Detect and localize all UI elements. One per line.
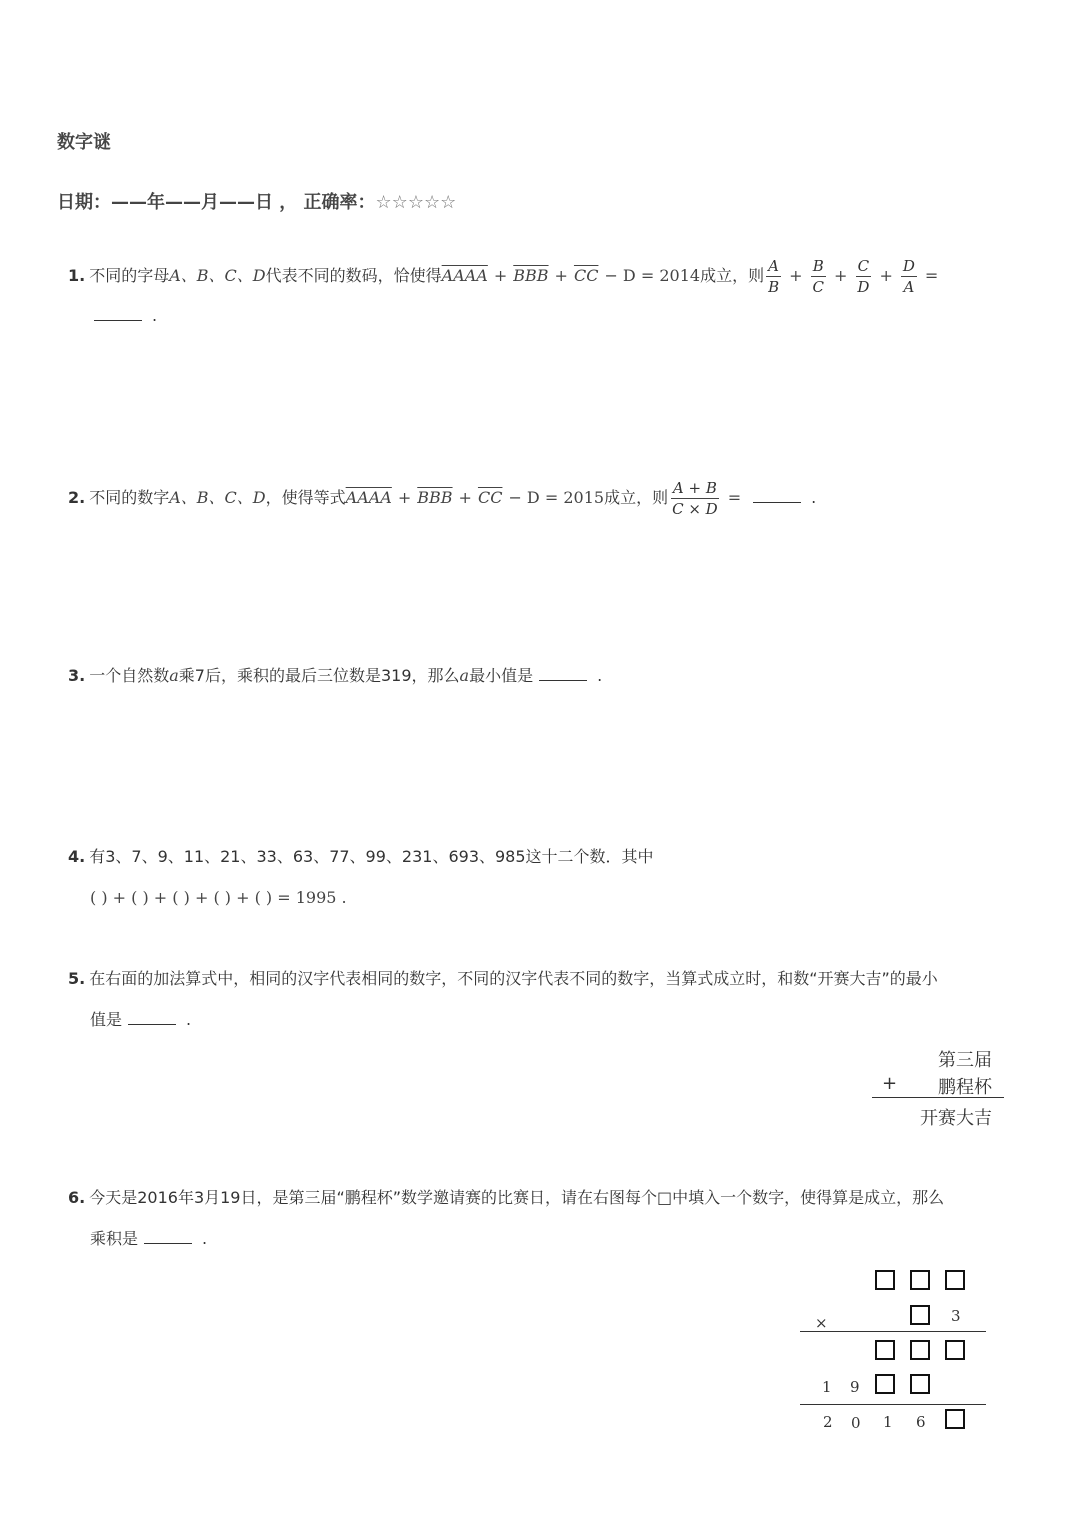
fraction: $\frac{A}{B}$: [768, 257, 780, 296]
result-line: [800, 1404, 986, 1405]
fraction: $\frac{D}{A}$: [902, 257, 915, 296]
q2-aaaa: AAAA: [345, 488, 392, 507]
digit-box[interactable]: [875, 1340, 895, 1360]
digit-box[interactable]: [910, 1305, 930, 1325]
digit-box[interactable]: [875, 1270, 895, 1290]
fig-row-1: 第三届: [938, 1050, 992, 1071]
question-number: 3.: [68, 666, 86, 685]
q2-eq-tail: − D = 2015: [508, 488, 605, 507]
q1-aaaa: AAAA: [441, 266, 488, 285]
q2-text: 成立，则: [604, 488, 669, 507]
question-6: 6. 今天是2016年3月19日，是第三届“鹏程杯”数学邀请赛的比赛日，请在右图每个□中填入一个数字，使得算是成立，那么: [68, 1188, 945, 1207]
question-number: 1.: [68, 266, 86, 285]
answer-blank[interactable]: [94, 304, 142, 321]
fraction: $\frac{C}{D}$: [857, 257, 870, 296]
q1-bbb: $\overline{BBB}$: [513, 266, 549, 285]
q4-equation: ( ) + ( ) + ( ) + ( ) + ( ) = 1995 .: [90, 888, 347, 907]
q6-answer-line: 乘积是 .: [90, 1229, 208, 1248]
accuracy-stars: ☆☆☆☆☆: [375, 192, 457, 213]
question-number: 2.: [68, 488, 86, 507]
partial-digit: 1: [822, 1378, 832, 1396]
date-accuracy-line: [57, 188, 456, 214]
question-number: 5.: [68, 969, 86, 988]
result-digit: 0: [851, 1414, 861, 1432]
product-line: [800, 1331, 986, 1332]
digit-box[interactable]: [875, 1374, 895, 1394]
q2-cc: $\overline{CC}$: [477, 488, 503, 507]
fig-row-2: 鹏程杯: [938, 1077, 992, 1098]
q1-text: 不同的字母: [89, 266, 170, 285]
partial-digit: 9: [850, 1378, 860, 1396]
q5-answer-line: 值是 .: [90, 1010, 192, 1029]
digit-box[interactable]: [910, 1270, 930, 1290]
fig-plus: +: [882, 1073, 898, 1094]
result-digit: 1: [883, 1413, 893, 1431]
question-4: 4. 有3、7、9、11、21、33、63、77、99、231、693、985这十二个数．其中: [68, 847, 654, 866]
question-2: 2. 不同的数字A、B、C、D，使得等式AAAA + $\overline{BBB} + \overline{CC} - D = 2015$成立，则 $\frac{A + B}{C \times D}$ = .: [68, 479, 817, 518]
result-digit: 2: [823, 1413, 833, 1431]
q1-text: 代表不同的数码，恰使得: [265, 266, 442, 285]
times-sign: ×: [815, 1314, 828, 1332]
question-1: 1. 不同的字母A、B、C、D代表不同的数码，恰使得AAAA + $\overline{BBB} + \overline{CC} - D = 2014$成立，则 $\frac{A}{B}$ + $\frac{B}{C}$ + $\frac{C}{D}$ + $\frac{D}{A}$ =: [68, 257, 939, 296]
q1-vars: A、B、C、D: [169, 266, 266, 285]
fraction: $\frac{B}{C}$: [812, 257, 824, 296]
result-digit: 6: [916, 1413, 926, 1431]
digit-box[interactable]: [910, 1374, 930, 1394]
answer-blank[interactable]: [539, 664, 587, 681]
page-title: 数字谜: [57, 132, 111, 153]
question-3: 3. 一个自然数a乘7后，乘积的最后三位数是319，那么a最小值是 .: [68, 666, 603, 685]
q2-text: 不同的数字: [89, 488, 170, 507]
q2-vars: A、B、C、D: [169, 488, 266, 507]
q1-text: 成立，则: [700, 266, 765, 285]
digit-box[interactable]: [910, 1340, 930, 1360]
q1-answer-line: .: [90, 304, 157, 328]
question-5: 5. 在右面的加法算式中，相同的汉字代表相同的数字，不同的汉字代表不同的数字，当算式成立时，和数“开赛大吉”的最小: [68, 969, 938, 988]
multiplier-digit: 3: [951, 1307, 961, 1325]
digit-box[interactable]: [945, 1340, 965, 1360]
sum-line: [872, 1097, 1004, 1098]
answer-blank[interactable]: [753, 486, 801, 503]
q1-cc: $\overline{CC}$: [573, 266, 599, 285]
digit-box[interactable]: [945, 1409, 965, 1429]
fig-sum: 开赛大吉: [920, 1108, 992, 1129]
q2-bbb: $\overline{BBB}$: [417, 488, 453, 507]
q1-eq-tail: − D = 2014: [604, 266, 701, 285]
fraction: $\frac{A + B}{C \times D}$: [672, 479, 718, 518]
digit-box[interactable]: [945, 1270, 965, 1290]
answer-blank[interactable]: [144, 1227, 192, 1244]
q2-text: ，使得等式: [265, 488, 346, 507]
answer-blank[interactable]: [128, 1008, 176, 1025]
question-number: 6.: [68, 1188, 86, 1207]
date-label: 日期：——年——月——日 ， 正确率：: [57, 192, 376, 213]
question-number: 4.: [68, 847, 86, 866]
